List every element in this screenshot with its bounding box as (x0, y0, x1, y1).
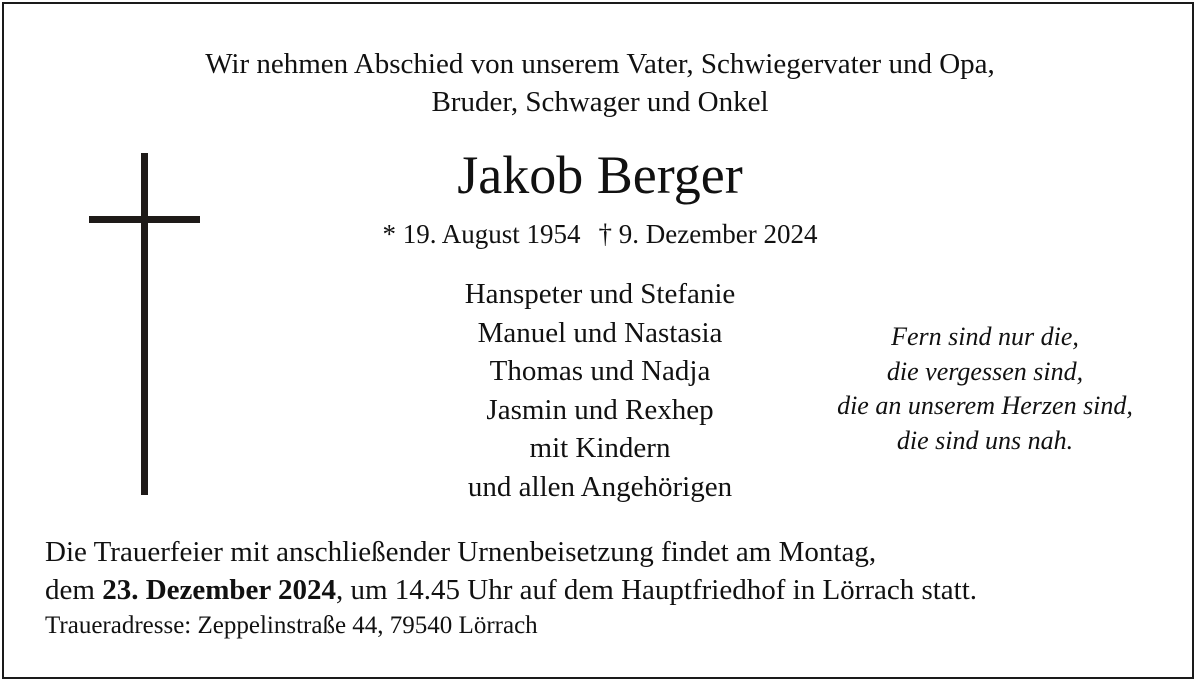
cross-horizontal-beam (89, 216, 200, 223)
birth-date: * 19. August 1954 (382, 219, 581, 249)
mourner-line: und allen Angehörigen (467, 470, 733, 503)
poem-line: die vergessen sind, (886, 356, 1084, 386)
intro-line-1: Wir nehmen Abschied von unserem Vater, Schwiegervater und Opa, (205, 48, 995, 80)
poem (775, 320, 1195, 458)
mourner-line: Hanspeter und Stefanie (464, 278, 736, 310)
deceased-name: Jakob Berger (457, 145, 743, 205)
mourners-list (400, 275, 800, 506)
ceremony-date: 23. Dezember 2024 (102, 574, 336, 606)
mourner-line: Jasmin und Rexhep (486, 393, 714, 426)
mourner-line: mit Kindern (529, 432, 671, 464)
poem-line: die an unserem Herzen sind, (837, 391, 1133, 420)
ceremony-suffix: , um 14.45 Uhr auf dem Hauptfriedhof in Lörrach statt. (336, 574, 978, 606)
intro-line-2: Bruder, Schwager und Onkel (431, 86, 769, 118)
ceremony-line-1: Die Trauerfeier mit anschließender Urnenbeisetzung findet am Montag, (45, 536, 877, 568)
ceremony-prefix: dem (45, 574, 103, 606)
mourner-line: Thomas und Nadja (489, 355, 711, 387)
mourning-address: Traueradresse: Zeppelinstraße 44, 79540 Lörrach (45, 612, 538, 639)
ceremony-info (45, 533, 1175, 609)
mourner-line: Manuel und Nastasia (477, 316, 723, 349)
ceremony-line-2 (45, 571, 1175, 609)
death-date: † 9. Dezember 2024 (598, 219, 818, 249)
poem-line: Fern sind nur die, (891, 322, 1079, 351)
poem-line: die sind uns nah. (896, 425, 1074, 455)
cross-vertical-beam (141, 153, 148, 495)
